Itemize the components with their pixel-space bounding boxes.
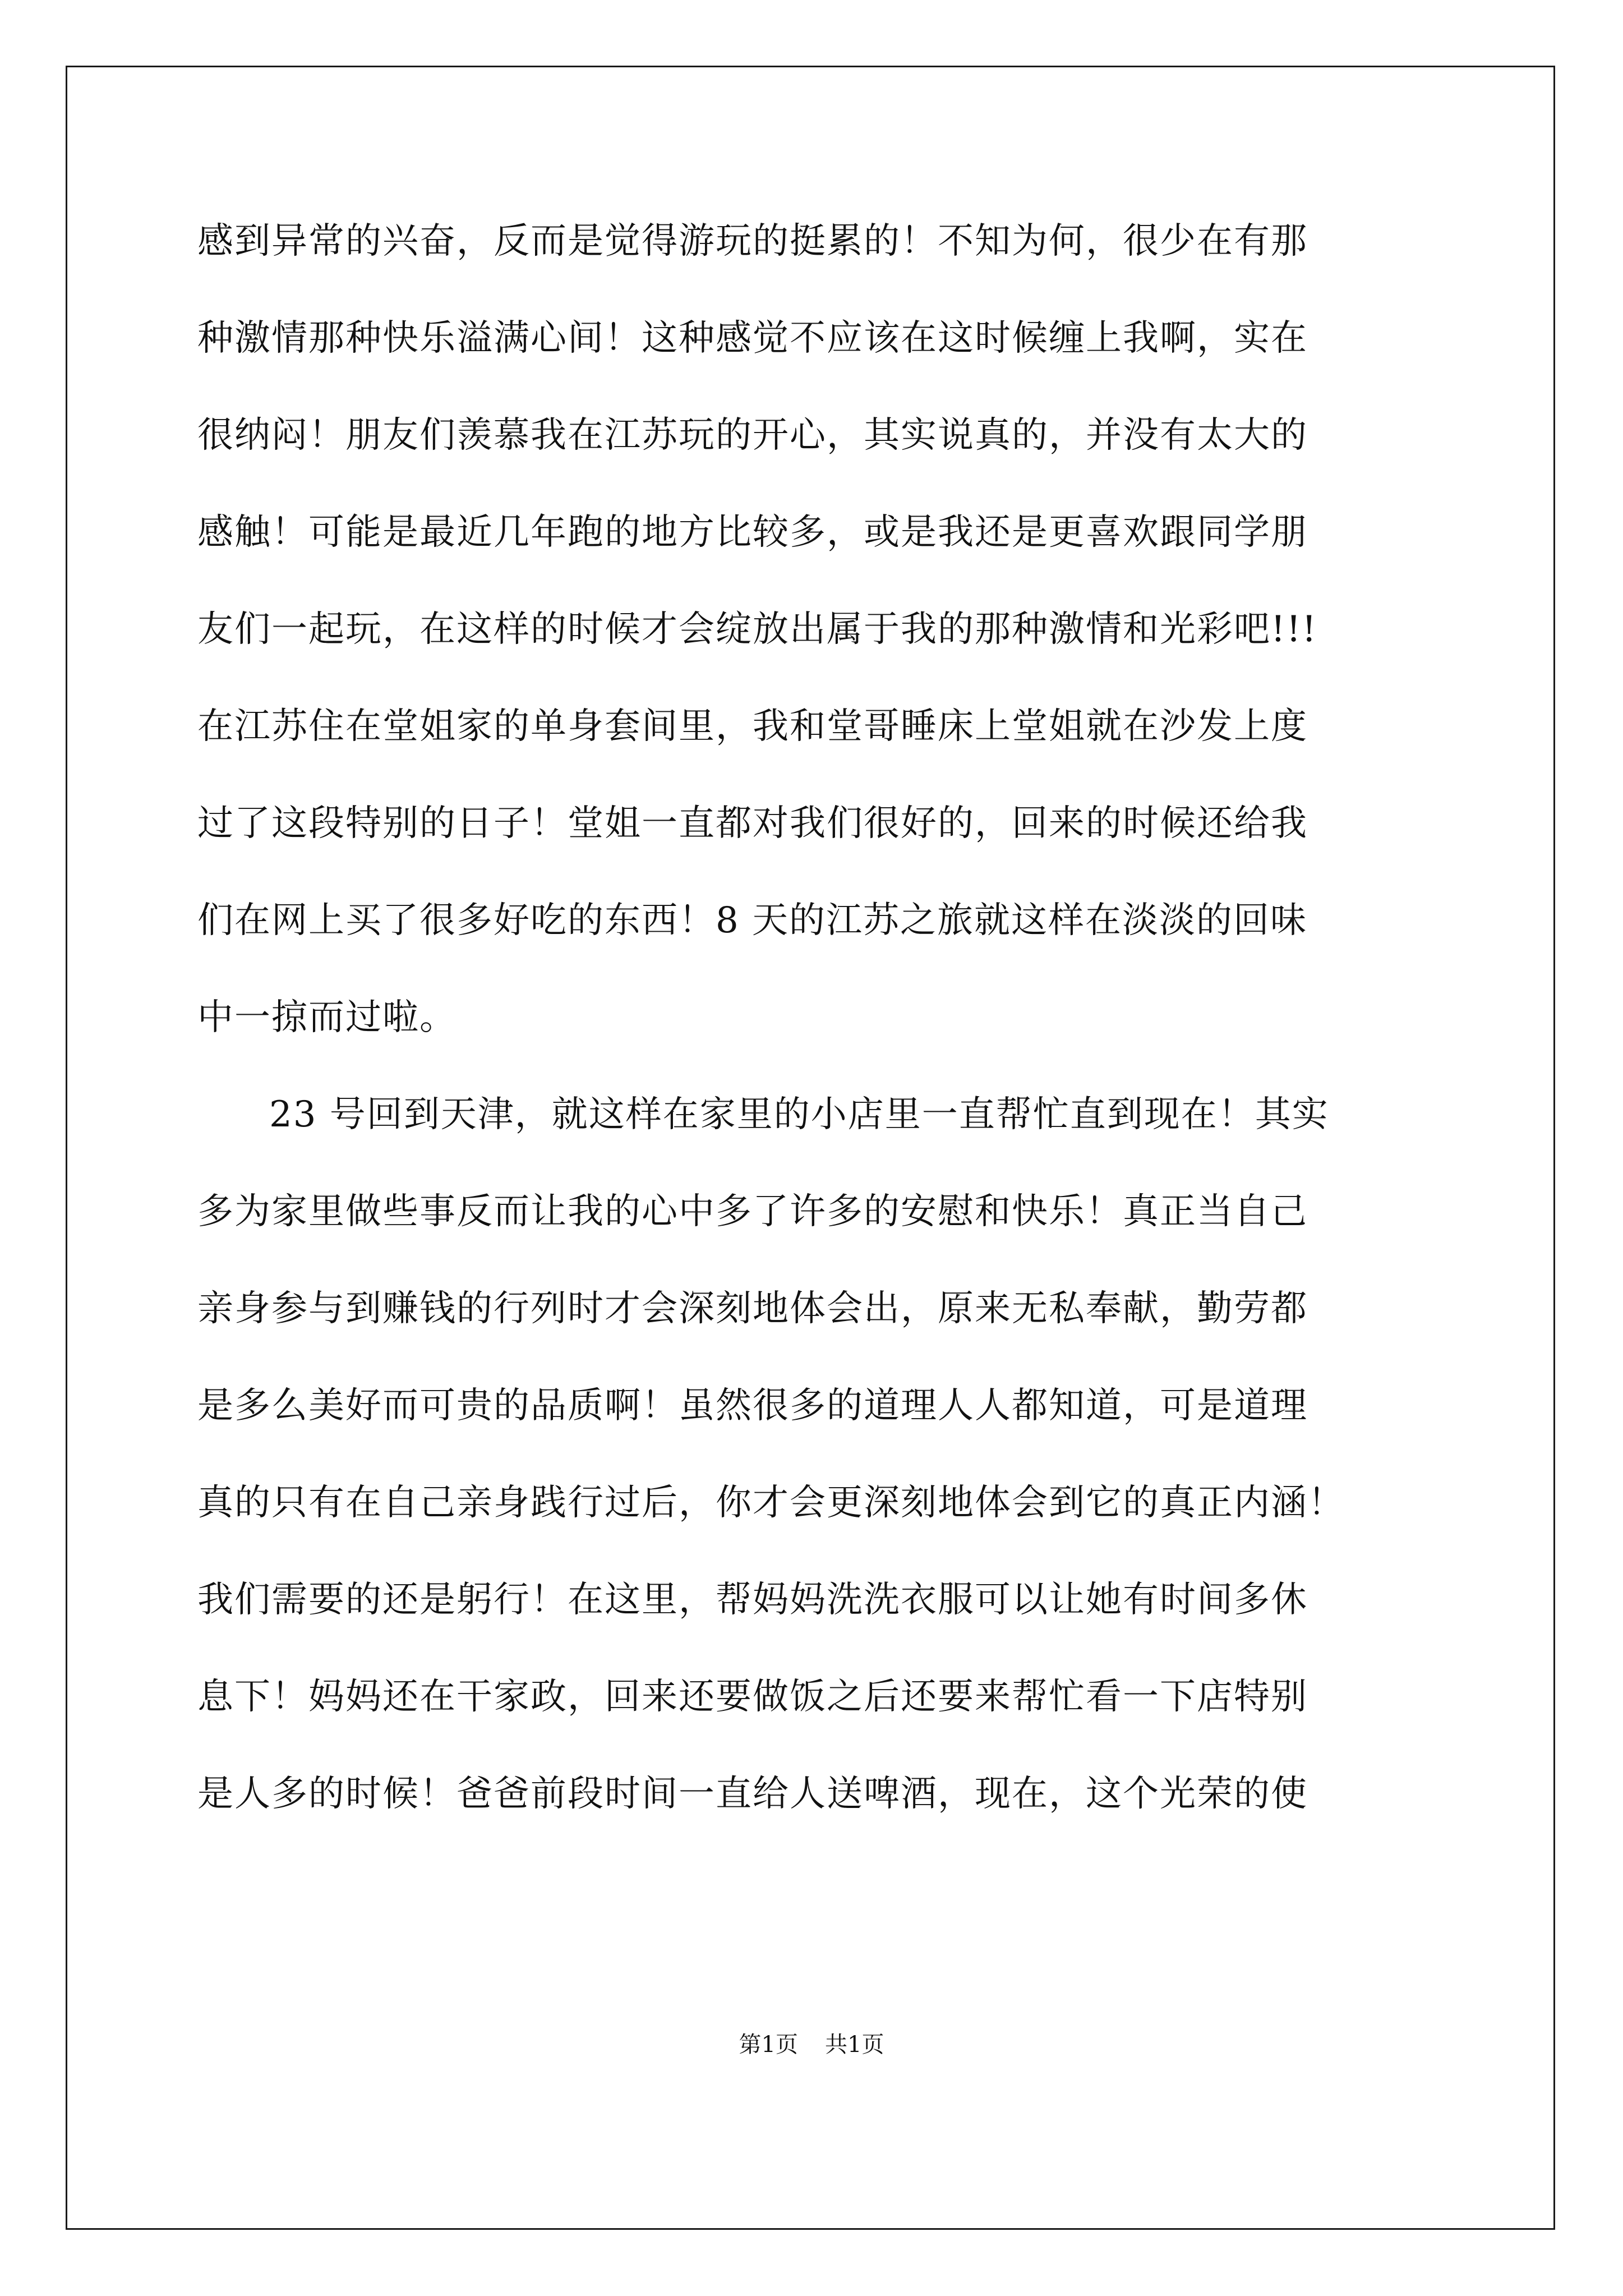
body-text-line: 亲身参与到赚钱的行列时才会深刻地体会出，原来无私奉献，勤劳都 <box>197 1288 1308 1329</box>
body-text-line: 真的只有在自己亲身践行过后，你才会更深刻地体会到它的真正内涵！ <box>197 1482 1345 1524</box>
page-total: 共1页 <box>825 2032 884 2058</box>
page-footer <box>0 2031 1623 2059</box>
body-text-line: 过了这段特别的日子！堂姐一直都对我们很好的，回来的时候还给我 <box>197 803 1308 844</box>
page-number: 第1页 <box>739 2032 798 2058</box>
body-text-line: 息下！妈妈还在干家政，回来还要做饭之后还要来帮忙看一下店特别 <box>197 1676 1308 1718</box>
body-text-line: 很纳闷！朋友们羡慕我在江苏玩的开心，其实说真的，并没有太大的 <box>197 415 1308 456</box>
body-text-line: 在江苏住在堂姐家的单身套间里，我和堂哥睡床上堂姐就在沙发上度 <box>197 706 1308 747</box>
page-border <box>66 66 1555 2230</box>
body-text-line: 是多么美好而可贵的品质啊！虽然很多的道理人人都知道，可是道理 <box>197 1385 1308 1427</box>
body-text-line: 友们一起玩，在这样的时候才会绽放出属于我的那种激情和光彩吧!!! <box>197 609 1318 650</box>
body-text-line: 是人多的时候！爸爸前段时间一直给人送啤酒，现在，这个光荣的使 <box>197 1773 1308 1815</box>
body-text-line: 中一掠而过啦。 <box>197 997 457 1038</box>
body-text-line: 我们需要的还是躬行！在这里，帮妈妈洗洗衣服可以让她有时间多休 <box>197 1579 1308 1621</box>
body-text-line: 感到异常的兴奋，反而是觉得游玩的挺累的！不知为何，很少在有那 <box>197 220 1308 262</box>
body-text-line: 多为家里做些事反而让我的心中多了许多的安慰和快乐！真正当自己 <box>197 1191 1308 1232</box>
body-text-line: 种激情那种快乐溢满心间！这种感觉不应该在这时候缠上我啊，实在 <box>197 318 1308 359</box>
body-text-line: 感触！可能是最近几年跑的地方比较多，或是我还是更喜欢跟同学朋 <box>197 512 1308 553</box>
paragraph-first-line: 23 号回到天津，就这样在家里的小店里一直帮忙直到现在！其实 <box>269 1094 1329 1135</box>
body-text-line: 们在网上买了很多好吃的东西！8 天的江苏之旅就这样在淡淡的回味 <box>197 900 1308 941</box>
